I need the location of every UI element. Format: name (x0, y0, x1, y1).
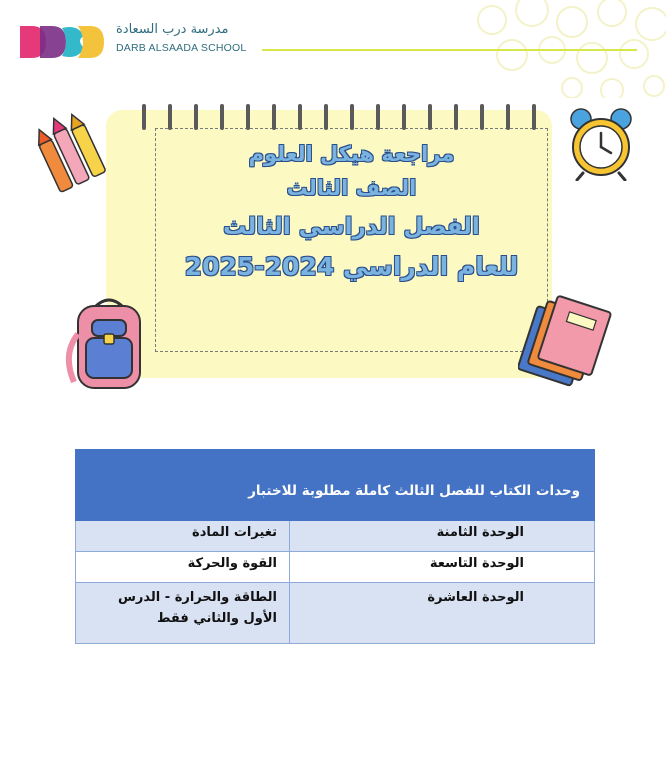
header-divider (262, 49, 637, 51)
school-name-english: DARB ALSAADA SCHOOL (116, 42, 247, 54)
title-academic-year: للعام الدراسي 2024-2025 (184, 252, 519, 281)
title-grade: الصف الثالث (286, 176, 417, 200)
unit-topic: الطاقة والحرارة - الدرس الأول والثاني فقط (76, 583, 290, 644)
title-term: الفصل الدراسي الثالث (223, 214, 480, 240)
unit-topic: تغيرات المادة (76, 521, 290, 552)
school-name-arabic: مدرسة درب السعادة (116, 22, 229, 37)
alarm-clock-icon (565, 105, 637, 181)
logo-icon (18, 22, 104, 62)
title-review: مراجعة هيكل العلوم (248, 142, 455, 166)
table-row (76, 521, 595, 552)
units-table-header: وحدات الكتاب للفصل الثالث كاملة مطلوبة للاختبار (76, 450, 595, 521)
notebooks-icon (518, 294, 613, 390)
table-row (76, 552, 595, 583)
unit-name: الوحدة العاشرة (290, 583, 595, 644)
backpack-icon (60, 294, 158, 394)
notebook-rings (128, 104, 558, 134)
unit-topic: القوة والحركة (76, 552, 290, 583)
unit-name: الوحدة التاسعة (290, 552, 595, 583)
highlighters-icon (38, 112, 116, 196)
unit-name: الوحدة الثامنة (290, 521, 595, 552)
units-table (75, 449, 595, 644)
table-row (76, 583, 595, 644)
